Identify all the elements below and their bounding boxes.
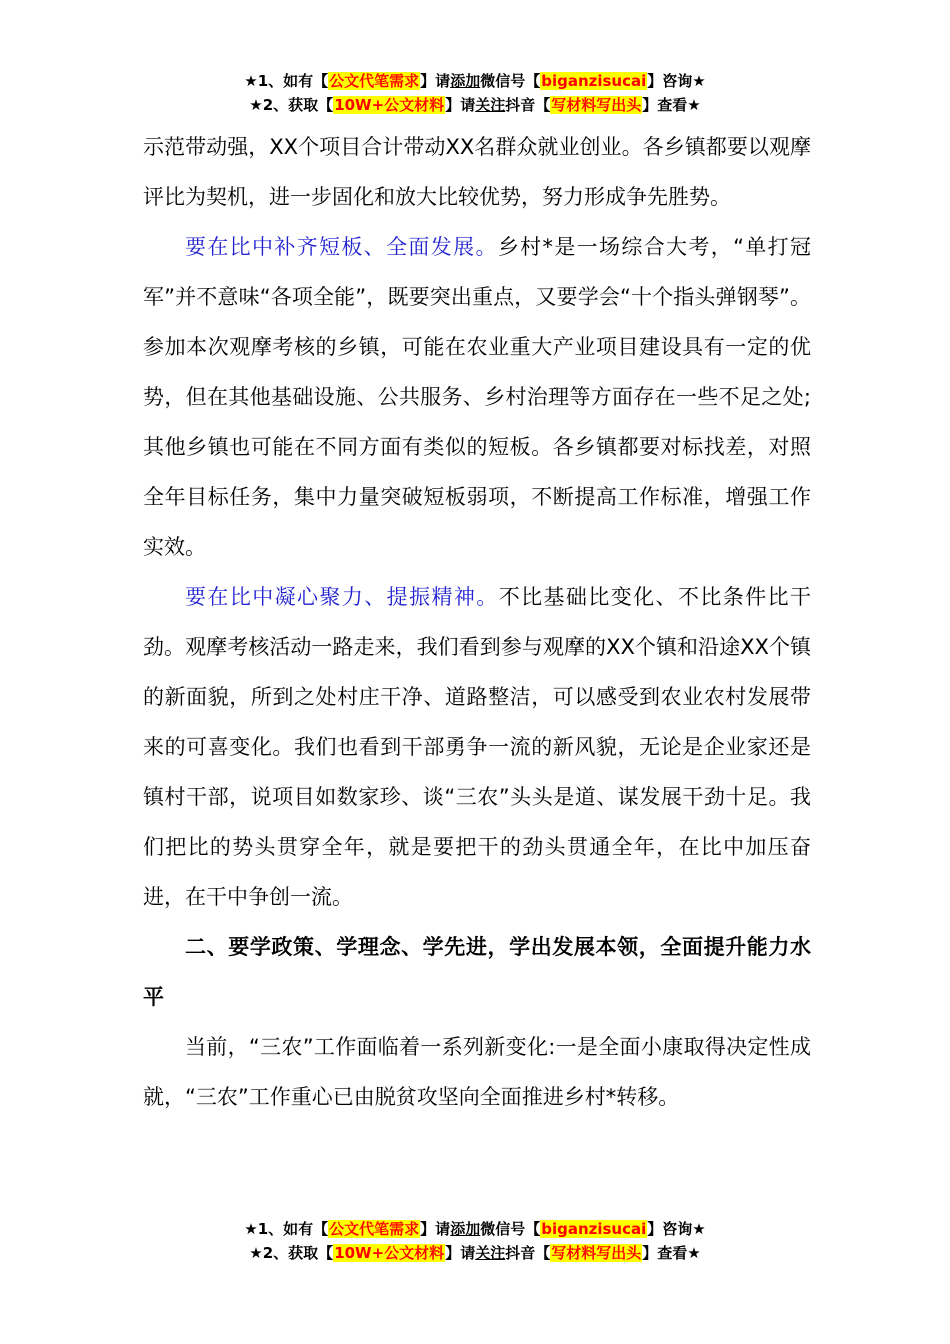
banner-text: 】请 bbox=[445, 96, 476, 114]
banner-text: 】咨询★ bbox=[647, 1220, 706, 1238]
paragraph-body: 不比基础比变化、不比条件比干劲。观摩考核活动一路走来，我们看到参与观摩的XX个镇和沿途XX个镇的新面貌，所到之处村庄干净、道路整洁，可以感受到农业农村发展带来的可喜变化。我们也看到干部勇争一流的新风貌，无论是企业家还是镇村干部，说项目如数家珍、谈“三农”头头是道、谋发展干劲十足。我们把比的势头贯穿全年，就是要把干的劲头贯通全年，在比中加压奋进，在干中争创一流。 bbox=[143, 585, 811, 909]
banner-highlight: 写材料写出头 bbox=[551, 1244, 642, 1262]
paragraph-spirit bbox=[143, 572, 811, 922]
banner-text: ★2、获取【 bbox=[249, 1244, 334, 1262]
banner-line-1 bbox=[0, 1217, 950, 1241]
banner-highlight: biganzisucai bbox=[541, 1220, 647, 1238]
paragraph-continuation: 示范带动强，XX个项目合计带动XX名群众就业创业。各乡镇都要以观摩评比为契机，进一步固化和放大比较优势，努力形成争先胜势。 bbox=[143, 135, 811, 209]
banner-text: 】查看★ bbox=[642, 1244, 701, 1262]
paragraph-body: 乡村*是一场综合大考，“单打冠军”并不意味“各项全能”，既要突出重点，又要学会“十个指头弹钢琴”。参加本次观摩考核的乡镇，可能在农业重大产业项目建设具有一定的优势，但在其他基础设施、公共服务、乡村治理等方面存在一些不足之处;其他乡镇也可能在不同方面有类似的短板。各乡镇都要对标找差，对照全年目标任务，集中力量突破短板弱项，不断提高工作标准，增强工作实效。 bbox=[143, 235, 811, 559]
banner-text: 抖音【 bbox=[505, 96, 551, 114]
banner-underlined: 添加 bbox=[450, 72, 481, 90]
banner-text: 】查看★ bbox=[642, 96, 701, 114]
banner-text: 】请 bbox=[420, 1220, 451, 1238]
paragraph-current: 当前，“三农”工作面临着一系列新变化:一是全面小康取得决定性成就，“三农”工作重心已由脱贫攻坚向全面推进乡村*转移。 bbox=[143, 1035, 811, 1109]
banner-highlight: 写材料写出头 bbox=[551, 96, 642, 114]
banner-text: ★2、获取【 bbox=[249, 96, 334, 114]
header-banner bbox=[0, 69, 950, 117]
banner-underlined: 关注 bbox=[475, 1244, 506, 1262]
footer-banner bbox=[0, 1217, 950, 1265]
banner-text: 】咨询★ bbox=[647, 72, 706, 90]
banner-line-2 bbox=[0, 1241, 950, 1265]
paragraph-lead: 要在比中凝心聚力、提振精神。 bbox=[185, 585, 499, 609]
banner-text: 】请 bbox=[445, 1244, 476, 1262]
banner-highlight: biganzisucai bbox=[541, 72, 647, 90]
paragraph-lead: 要在比中补齐短板、全面发展。 bbox=[185, 235, 498, 259]
banner-highlight: 公文代笔需求 bbox=[329, 1220, 420, 1238]
banner-text: ★1、如有【 bbox=[244, 1220, 329, 1238]
banner-underlined: 关注 bbox=[475, 96, 506, 114]
banner-text: 微信号【 bbox=[480, 1220, 541, 1238]
banner-underlined: 添加 bbox=[450, 1220, 481, 1238]
banner-line-1 bbox=[0, 69, 950, 93]
banner-highlight: 10W+公文材料 bbox=[334, 1244, 445, 1262]
banner-highlight: 10W+公文材料 bbox=[334, 96, 445, 114]
document-body bbox=[143, 122, 811, 1122]
banner-highlight: 公文代笔需求 bbox=[329, 72, 420, 90]
banner-text: ★1、如有【 bbox=[244, 72, 329, 90]
banner-text: 】请 bbox=[420, 72, 451, 90]
banner-text: 微信号【 bbox=[480, 72, 541, 90]
paragraph-shortboard bbox=[143, 222, 811, 572]
banner-text: 抖音【 bbox=[505, 1244, 551, 1262]
banner-line-2 bbox=[0, 93, 950, 117]
section-heading: 二、要学政策、学理念、学先进，学出发展本领，全面提升能力水平 bbox=[143, 935, 811, 1009]
